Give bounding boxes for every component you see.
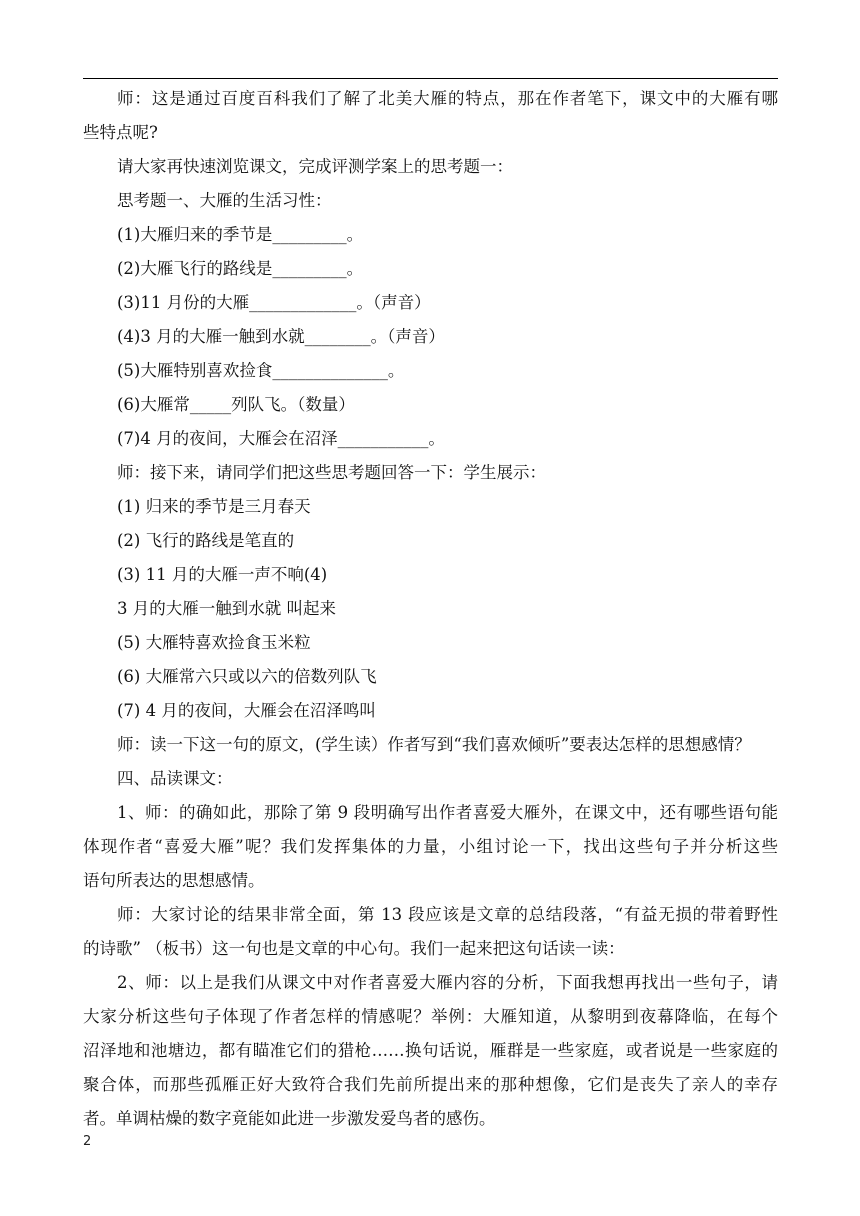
text-line: 四、品读课文： (117, 769, 233, 788)
text-line: 师：大家讨论的结果非常全面，第 13 段应该是文章的总结段落，“有益无损的带着野性 (117, 905, 778, 924)
text-line: 语句所表达的思想感情。 (83, 871, 265, 890)
text-line: 师：这是通过百度百科我们了解了北美大雁的特点，那在作者笔下，课文中的大雁有哪 (117, 89, 778, 108)
text-line: 1、师：的确如此，那除了第 9 段明确写出作者喜爱大雁外，在课文中，还有哪些语句能 (117, 803, 778, 822)
text-line: (6)大雁常_____列队飞。（数量） (117, 395, 355, 414)
text-line: 请大家再快速浏览课文，完成评测学案上的思考题一： (117, 157, 513, 176)
text-line: 2、师：以上是我们从课文中对作者喜爱大雁内容的分析，下面我想再找出一些句子，请 (117, 973, 778, 992)
text-line: 师：接下来，请同学们把这些思考题回答一下：学生展示： (117, 463, 546, 482)
text-line: (7) 4 月的夜间，大雁会在沼泽鸣叫 (117, 701, 376, 720)
text-line: (3) 11 月的大雁一声不响(4) (117, 565, 328, 584)
text-line: 体现作者“喜爱大雁”呢？我们发挥集体的力量，小组讨论一下，找出这些句子并分析这些 (83, 837, 778, 856)
text-line: (6) 大雁常六只或以六的倍数列队飞 (117, 667, 377, 686)
text-line: 思考题一、大雁的生活习性： (117, 191, 332, 210)
text-line: 些特点呢? (83, 123, 158, 142)
text-line: 大家分析这些句子体现了作者怎样的情感呢？举例：大雁知道，从黎明到夜幕降临，在每个 (83, 1007, 778, 1026)
text-line: 师：读一下这一句的原文，(学生读）作者写到“我们喜欢倾听”要表达怎样的思想感情？ (117, 735, 751, 754)
text-line: 聚合体，而那些孤雁正好大致符合我们先前所提出来的那种想像，它们是丧失了亲人的幸存 (83, 1075, 778, 1094)
text-line: (2) 飞行的路线是笔直的 (117, 531, 295, 550)
page-number: 2 (83, 1134, 92, 1149)
text-line: (5)大雁特别喜欢捡食______________。 (117, 361, 405, 380)
text-line: 的诗歌” （板书）这一句也是文章的中心句。我们一起来把这句话读一读： (83, 939, 625, 958)
text-line: (5) 大雁特喜欢捡食玉米粒 (117, 633, 311, 652)
text-line: (7)4 月的夜间，大雁会在沼泽___________。 (117, 429, 445, 448)
text-line: 沼泽地和池塘边，都有瞄准它们的猎枪……换句话说，雁群是一些家庭，或者说是一些家庭的 (83, 1041, 778, 1060)
text-line: (1) 归来的季节是三月春天 (117, 497, 311, 516)
text-line: (2)大雁飞行的路线是_________。 (117, 259, 364, 278)
text-line: (1)大雁归来的季节是_________。 (117, 225, 364, 244)
header-rule (83, 78, 778, 79)
text-line: 3 月的大雁一触到水就 叫起来 (117, 599, 336, 618)
text-line: 者。单调枯燥的数字竟能如此进一步激发爱鸟者的感伤。 (83, 1109, 496, 1128)
text-line: (4)3 月的大雁一触到水就________。（声音） (117, 327, 445, 346)
document-body (83, 82, 778, 1136)
text-line: (3)11 月份的大雁_____________。（声音） (117, 293, 431, 312)
